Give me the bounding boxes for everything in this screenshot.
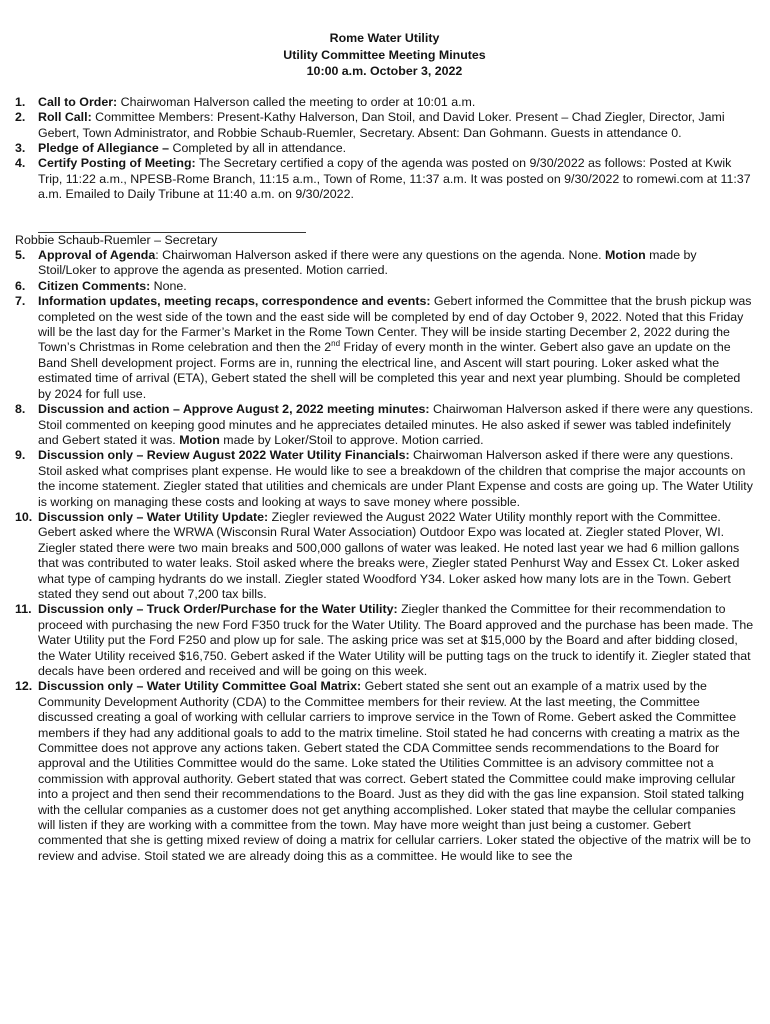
agenda-item-8 bbox=[15, 402, 754, 448]
meeting-datetime: 10:00 a.m. October 3, 2022 bbox=[306, 64, 463, 79]
motion-label: Motion bbox=[179, 432, 220, 447]
item-title: Citizen Comments: bbox=[38, 278, 151, 293]
item-text-continued: made by Stoil/Loker to approve the agenda as presented. Motion carried. bbox=[38, 248, 697, 278]
item-title: Call to Order: bbox=[38, 94, 118, 109]
agenda-item-9 bbox=[15, 448, 754, 510]
item-text-continued: made by Loker/Stoil to approve. Motion carried. bbox=[219, 432, 484, 447]
item-text: Ziegler reviewed the August 2022 Water Utility monthly report with the Committee. Gebert asked where the WRWA (Wisconsin Rural Water Association) Outdoor Expo was located at. Ziegler stated Plover, WI. Ziegler stated there were two main breaks and 500,000 gallons of water was leaked. He noted last year we had 6 million gallons that was contributed to water leaks. Stoil asked where the breaks were, Ziegler stated Penhurst Way and Essex Ct. Loker asked what type of camping hydrants do we install. Ziegler stated Woodford Y34. Loker asked how many lots are in the Town. Gebert stated they send out about 7,200 tax bills. bbox=[38, 509, 740, 601]
item-text: Gebert stated she sent out an example of a matrix used by the Community Development Authority (CDA) to the Committee members for their review. At the last meeting, the Committee discussed creating a goal of working with cellular carriers to improve service in the Town of Rome. Gebert asked the Committee members if they had any additional goals to add to the matrix timeline. Stoil stated he had concerns with creating a matrix as the Committee does not approve any actions taken. Gebert stated the CDA Committee sends recommendations to the Board for approval and the Utilities Committee would do the same. Loke stated the Utilities Committee is an advisory committee not a commission with approval authority. Gebert stated that was correct. Gebert stated the Committee could make improving cellular into a project and then send their recommendations to the Board. Just as they did with the gas line expansion. Stoil stated talking with the cellular companies as a customer does not get anything accomplished. Loker stated that maybe the cellular companies will listen if they are working with a committee from the town. May have more weight than just being a customer. Gebert commented that she is getting mixed review of doing a matrix for cellular carriers. Loker stated the objective of the matrix will be to review and advise. Stoil stated we are already doing this as a committee. He would like to see the bbox=[38, 679, 751, 863]
item-number: 3. bbox=[15, 141, 26, 155]
item-title: Discussion and action – Approve August 2, 2022 meeting minutes: bbox=[38, 402, 430, 417]
spacer bbox=[15, 203, 754, 223]
item-text-continued: Friday of every month in the winter. Gebert also gave an update on the Band Shell development project. Forms are in, running the electrical line, and Ascent will start pouring. Loker asked what the estimated time of arrival (ETA), Gebert stated the shell will be completed this year and next year plumbing. Should be completed by 2024 for full use. bbox=[38, 340, 741, 401]
motion-label: Motion bbox=[605, 248, 646, 263]
item-number: 4. bbox=[15, 156, 26, 171]
item-number: 1. bbox=[15, 94, 26, 109]
agenda-item-6 bbox=[15, 279, 754, 294]
agenda-list-part-1 bbox=[15, 95, 754, 203]
item-text: None. bbox=[150, 278, 187, 293]
item-title: Roll Call: bbox=[38, 110, 92, 125]
ordinal-suffix: nd bbox=[331, 339, 341, 349]
agenda-list-part-2 bbox=[15, 248, 754, 864]
item-text: Gebert informed the Committee that the brush pickup was completed on the west side of the town and the east side will be completed by end of day October 9, 2022. Noted that this Friday will be the last day for the Farmer’s Market in the Rome Town Center. They will be inside starting December 2, 2022 during the Town’s Christmas in Rome celebration and then the 2 bbox=[38, 294, 752, 355]
item-text: Committee Members: Present-Kathy Halverson, Dan Stoil, and David Loker. Present – Chad Ziegler, Director, Jami Gebert, Town Administrator, and Robbie Schaub-Ruemler, Secretary. Absent: Dan Gohmann. Guests in attendance 0. bbox=[38, 110, 725, 140]
secretary-signature-name: Robbie Schaub-Ruemler – Secretary bbox=[15, 232, 218, 247]
agenda-item-3 bbox=[15, 141, 754, 156]
agenda-item-2 bbox=[15, 110, 754, 141]
item-title: Approval of Agenda bbox=[38, 248, 156, 263]
item-title: Discussion only – Water Utility Update: bbox=[38, 509, 269, 524]
item-number: 7. bbox=[15, 294, 26, 309]
item-title: Pledge of Allegiance – bbox=[38, 141, 170, 155]
item-title: Discussion only – Review August 2022 Water Utility Financials: bbox=[38, 448, 410, 463]
agenda-item-12 bbox=[15, 679, 754, 864]
item-number: 8. bbox=[15, 402, 26, 417]
signature-line bbox=[38, 223, 306, 233]
item-number: 12. bbox=[15, 679, 33, 694]
item-number: 9. bbox=[15, 448, 26, 463]
agenda-item-4 bbox=[15, 156, 754, 202]
item-text: : Chairwoman Halverson asked if there were any questions on the agenda. None. bbox=[155, 248, 606, 263]
item-title: Certify Posting of Meeting: bbox=[38, 156, 196, 171]
agenda-item-10 bbox=[15, 510, 754, 602]
document-header bbox=[15, 30, 754, 80]
item-text: Chairwoman Halverson asked if there were any questions. Stoil asked what comprises plant expense. He would like to see a breakdown of the children that comprise the major accounts on the income statement. Ziegler stated that utilities and chemicals are under Plant Expense and costs are going up. The Water Utility is working on managing these costs and looking at ways to save money where possible. bbox=[38, 448, 753, 509]
item-text: Chairwoman Halverson called the meeting to order at 10:01 a.m. bbox=[117, 94, 476, 109]
meeting-title: Utility Committee Meeting Minutes bbox=[283, 47, 486, 62]
agenda-item-1 bbox=[15, 95, 754, 110]
item-text: Completed by all in attendance. bbox=[169, 141, 347, 155]
item-number: 2. bbox=[15, 110, 26, 125]
agenda-item-7 bbox=[15, 294, 754, 402]
item-number: 11. bbox=[15, 602, 32, 617]
item-number: 6. bbox=[15, 278, 26, 293]
item-title: Information updates, meeting recaps, correspondence and events: bbox=[38, 294, 431, 309]
item-text: Chairwoman Halverson asked if there were any questions. Stoil commented on keeping good minutes and he appreciates detailed minutes. He also asked if sewer was tabled indefinitely and Gebert stated it was. bbox=[38, 402, 754, 447]
item-title: Discussion only – Truck Order/Purchase for the Water Utility: bbox=[38, 602, 398, 617]
item-number: 5. bbox=[15, 248, 26, 263]
agenda-item-5 bbox=[15, 248, 754, 279]
item-text: The Secretary certified a copy of the agenda was posted on 9/30/2022 as follows: Posted at Kwik Trip, 11:22 a.m., NPESB-Rome Branch, 11:15 a.m., Town of Rome, 11:37 a.m. It was posted on 9/30/2022 to romewi.com at 11:37 a.m. Emailed to Daily Tribune at 11:40 a.m. on 9/30/2022. bbox=[38, 156, 751, 202]
agenda-item-11 bbox=[15, 602, 754, 679]
organization-name: Rome Water Utility bbox=[329, 31, 440, 45]
item-title: Discussion only – Water Utility Committee Goal Matrix: bbox=[38, 679, 362, 694]
item-text: Ziegler thanked the Committee for their recommendation to proceed with purchasing the new Ford F350 truck for the Water Utility. The Board approved and the purchase has been made. The Water Utility put the Ford F250 and plow up for sale. The asking price was set at $15,000 by the Board and after bidding closed, the Water Utility received $16,750. Gebert asked if the Water Utility will be putting tags on the truck to identify it. Ziegler stated that decals have been ordered and received and will be going on this week. bbox=[38, 602, 754, 678]
item-number: 10. bbox=[15, 509, 33, 524]
